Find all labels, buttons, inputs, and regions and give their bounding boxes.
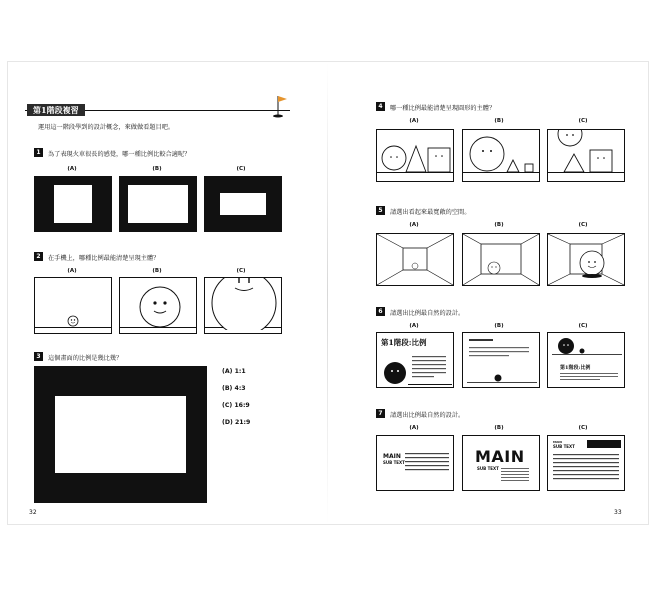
q5-option-a[interactable] xyxy=(376,233,454,286)
medium-face-icon xyxy=(139,286,181,328)
question-7-number: 7 xyxy=(376,409,385,418)
q3-option-d[interactable]: (D) 21:9 xyxy=(222,419,251,426)
section-header xyxy=(25,104,290,116)
question-6-text: 請選出比例最自然的設計。 xyxy=(390,310,465,317)
q5-option-c[interactable] xyxy=(547,233,625,286)
q7-a-sub: SUB TEXT xyxy=(383,460,405,465)
section-title: 第1階段複習 xyxy=(27,104,85,116)
q1-label-b: (B) xyxy=(152,166,162,172)
q4-label-b: (B) xyxy=(494,118,504,124)
q7-b-sub: SUB TEXT xyxy=(477,466,499,471)
q1-option-a[interactable] xyxy=(34,176,112,232)
q5-label-b: (B) xyxy=(494,222,504,228)
q5-b-room xyxy=(463,234,539,285)
question-2-number: 2 xyxy=(34,252,43,261)
large-face-icon xyxy=(209,277,279,330)
q2-label-a: (A) xyxy=(67,268,77,274)
q7-b-lines xyxy=(501,468,531,484)
q1-label-a: (A) xyxy=(67,166,77,172)
question-1-text: 為了表現火車很長的感覺，哪一種比例比較合適呢？ xyxy=(48,151,191,158)
question-4-text: 哪一種比例最能清楚呈現圓形的主體？ xyxy=(390,105,496,112)
q6-option-a[interactable] xyxy=(376,332,454,388)
q7-c-main: MAIN xyxy=(553,440,562,444)
q7-a-lines xyxy=(405,453,451,479)
q4-option-a[interactable] xyxy=(376,129,454,182)
q6-c-title: 第1階段:比例 xyxy=(560,365,591,371)
q2-option-a[interactable] xyxy=(34,277,112,334)
q5-c-room xyxy=(548,234,624,285)
golf-flag-icon xyxy=(272,94,292,118)
q7-b-main: MAIN xyxy=(475,447,525,466)
q7-option-b[interactable] xyxy=(462,435,540,491)
q7-a-main: MAIN xyxy=(383,453,401,460)
question-2-text: 在手機上，哪種比例最能清楚呈現主體？ xyxy=(48,255,160,262)
q3-option-b[interactable]: (B) 4:3 xyxy=(222,385,246,392)
q1-option-c[interactable] xyxy=(204,176,282,232)
q6-a-layout xyxy=(382,352,452,386)
q6-c-shapes xyxy=(552,335,622,355)
q4-c-shapes xyxy=(552,129,624,173)
q4-option-c[interactable] xyxy=(547,129,625,182)
q5-label-a: (A) xyxy=(409,222,419,228)
q7-option-a[interactable] xyxy=(376,435,454,491)
q6-b-layout xyxy=(467,337,537,385)
book-gutter xyxy=(327,62,328,524)
q5-a-room xyxy=(377,234,453,285)
q3-option-c[interactable]: (C) 16:9 xyxy=(222,402,250,409)
q7-c-sub: SUB TEXT xyxy=(553,444,575,449)
q6-option-b[interactable] xyxy=(462,332,540,388)
q6-label-c: (C) xyxy=(578,323,588,329)
q7-option-c[interactable] xyxy=(547,435,625,491)
question-4-number: 4 xyxy=(376,102,385,111)
q4-label-c: (C) xyxy=(578,118,588,124)
q6-option-c[interactable] xyxy=(547,332,625,388)
q7-label-b: (B) xyxy=(494,425,504,431)
q3-option-a[interactable]: (A) 1:1 xyxy=(222,368,246,375)
page-number-left: 32 xyxy=(29,509,37,516)
q5-label-c: (C) xyxy=(578,222,588,228)
q3-aspect-frame xyxy=(34,366,207,503)
q4-option-b[interactable] xyxy=(462,129,540,182)
q6-c-text-lines xyxy=(560,372,620,384)
q2-option-c[interactable] xyxy=(204,277,282,334)
intro-text: 運用這一階段學到的設計概念，來做做看題目吧。 xyxy=(38,124,175,131)
question-6-number: 6 xyxy=(376,307,385,316)
q6-a-title: 第1階段:比例 xyxy=(381,338,427,347)
small-face-icon xyxy=(67,315,79,327)
q5-option-b[interactable] xyxy=(462,233,540,286)
q7-label-a: (A) xyxy=(409,425,419,431)
q4-b-shapes xyxy=(469,134,539,173)
q6-label-a: (A) xyxy=(409,323,419,329)
q4-label-a: (A) xyxy=(409,118,419,124)
question-5-number: 5 xyxy=(376,206,385,215)
page-number-right: 33 xyxy=(614,509,622,516)
question-1-number: 1 xyxy=(34,148,43,157)
q1-label-c: (C) xyxy=(236,166,246,172)
q2-label-b: (B) xyxy=(152,268,162,274)
q1-option-b[interactable] xyxy=(119,176,197,232)
q4-a-shapes xyxy=(381,142,453,173)
q6-label-b: (B) xyxy=(494,323,504,329)
question-3-number: 3 xyxy=(34,352,43,361)
q2-label-c: (C) xyxy=(236,268,246,274)
question-7-text: 請選出比例最自然的設計。 xyxy=(390,412,465,419)
question-3-text: 這個畫面的比例是幾比幾？ xyxy=(48,355,123,362)
q7-c-lines xyxy=(553,440,623,488)
q7-label-c: (C) xyxy=(578,425,588,431)
question-5-text: 請選出看起來最寬敞的空間。 xyxy=(390,209,471,216)
q2-option-b[interactable] xyxy=(119,277,197,334)
